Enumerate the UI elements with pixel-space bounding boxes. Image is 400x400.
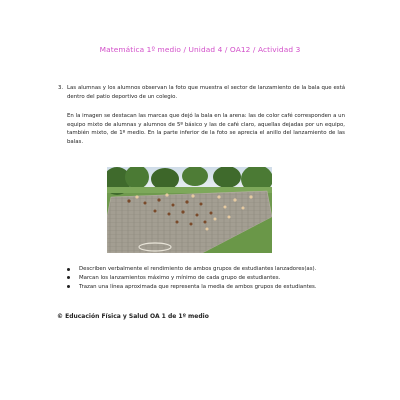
list-item: [67, 283, 345, 292]
task-list: [67, 265, 345, 291]
task-text: Trazan una línea aproximada que representa la media de ambos grupos de estudiantes.: [79, 283, 317, 290]
task-text: Describen verbalmente el rendimiento de ambos grupos de estudiantes lanzadores(as).: [79, 266, 317, 272]
task-text: Marcan los lanzamientos máximo y mínimo de cada grupo de estudiantes.: [79, 274, 281, 281]
question-text: Las alumnas y los alumnos observan la foto que muestra el sector de lanzamiento de la bala que está dentro del patio deportivo de un colegio.: [67, 85, 345, 100]
question-number: 3.: [58, 85, 64, 91]
bullet-icon: [67, 276, 70, 279]
page-header-title: Matemática 1º medio / Unidad 4 / OA12 / Actividad 3: [99, 45, 301, 54]
footer-credit: © Educación Física y Salud OA 1 de 1º medio: [57, 313, 209, 320]
description-paragraph: En la imagen se destacan las marcas que dejó la bala en la arena: las de color café corresponden a un equipo mixto de alumnas y alumnos de 5º básico y las de café claro, aquellas dejadas por un equipo, también mixto, de 1º medio. En la parte inferior de la foto se aprecia el anillo del lanzamiento de las balas.: [67, 113, 345, 145]
question-3: [58, 84, 345, 101]
list-item: [67, 265, 345, 274]
shot-put-field-photo: [107, 167, 272, 253]
list-item: [67, 274, 345, 283]
bullet-icon: [67, 285, 70, 288]
bullet-icon: [67, 268, 70, 271]
